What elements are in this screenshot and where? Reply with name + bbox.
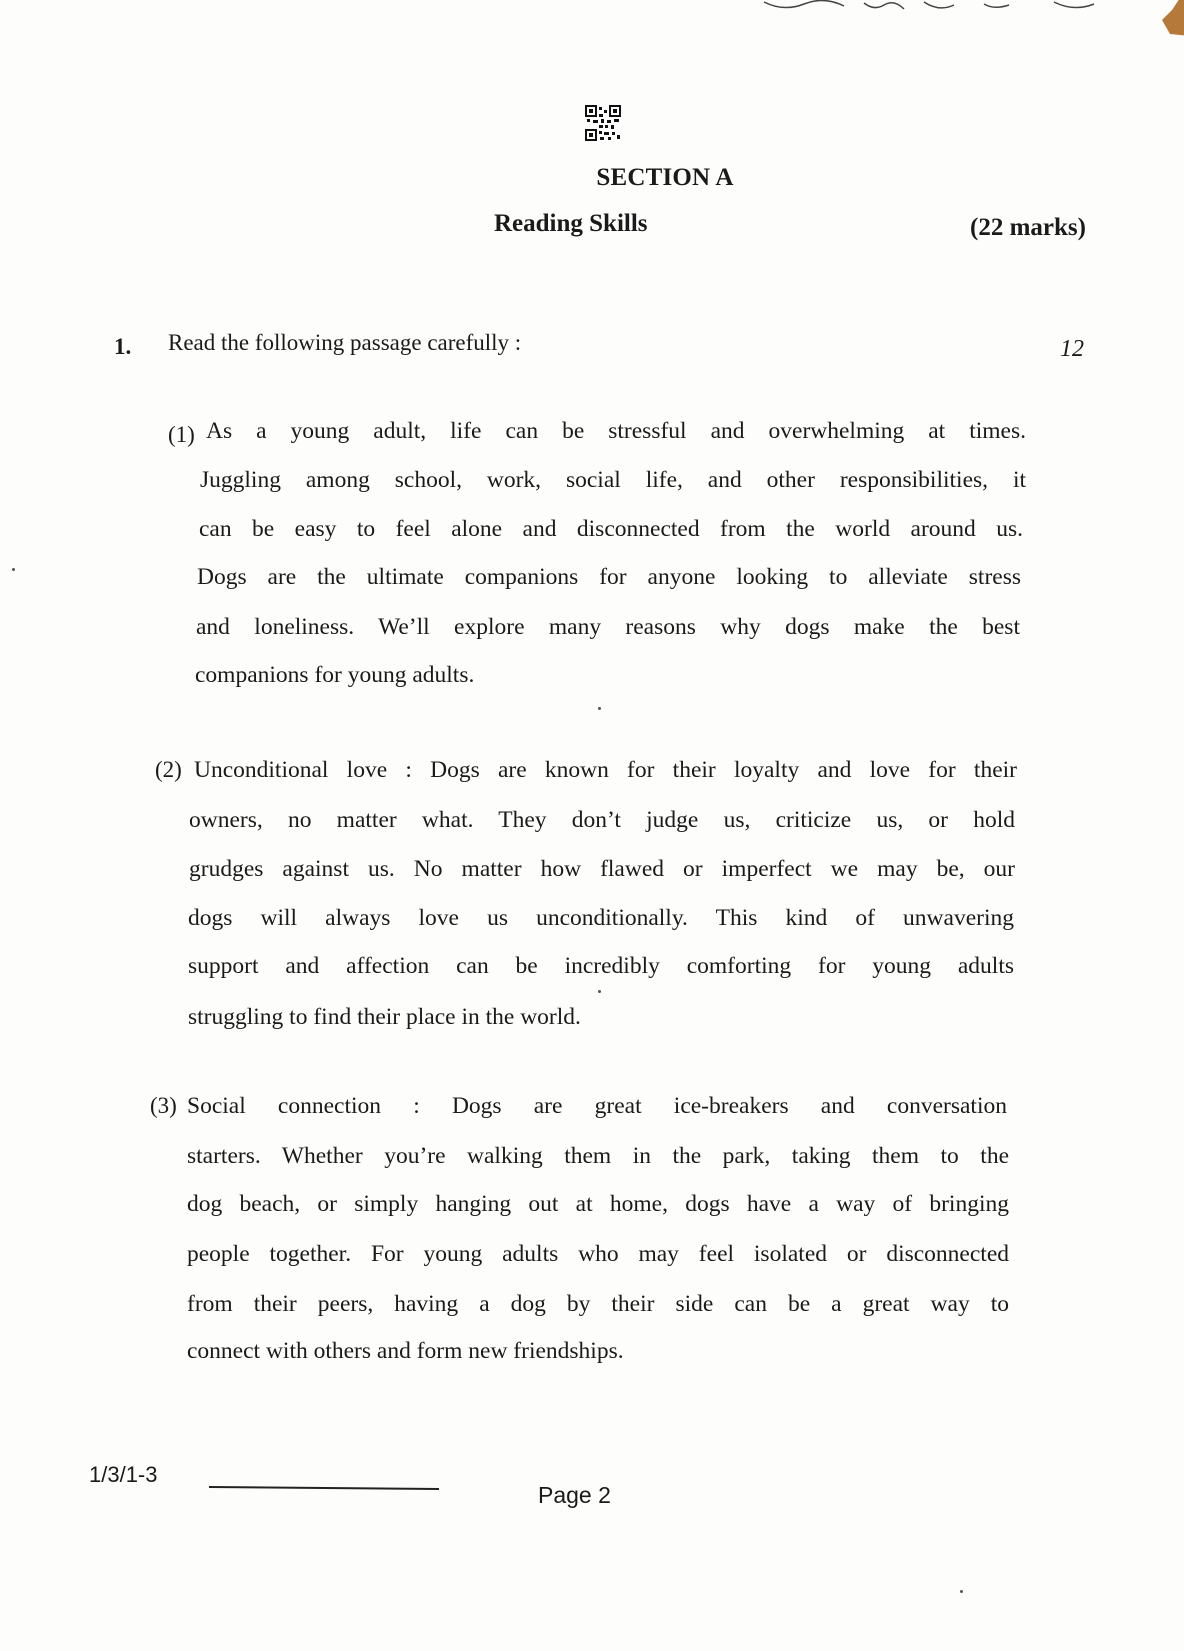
page-number: Page 2 — [538, 1482, 611, 1508]
passage-paragraph-2 — [155, 757, 1025, 1057]
scan-scribble — [754, 0, 1114, 14]
footer-divider — [209, 1486, 439, 1490]
passage-line: and loneliness. We’ll explore many reasons why dogs make the best — [196, 614, 1020, 640]
passage-line: dogs will always love us unconditionally. This kind of unwavering — [188, 905, 1014, 931]
qr-code-icon — [585, 105, 621, 141]
passage-line: starters. Whether you’re walking them in the park, taking them to the — [187, 1143, 1009, 1169]
paragraph-number: (3) — [150, 1093, 177, 1118]
section-title: SECTION A — [596, 164, 734, 191]
question-number: 1. — [114, 334, 132, 359]
question-instruction: Read the following passage carefully : — [168, 330, 522, 355]
scan-speck — [598, 990, 601, 993]
passage-line: support and affection can be incredibly comforting for young adults — [188, 953, 1014, 979]
passage-line: companions for young adults. — [195, 662, 475, 688]
passage-line: Social connection : Dogs are great ice-breakers and conversation — [187, 1093, 1007, 1119]
scan-speck — [12, 568, 15, 571]
passage-paragraph-3 — [150, 1093, 1030, 1393]
passage-line: from their peers, having a dog by their side can be a great way to — [187, 1291, 1009, 1317]
passage-line: people together. For young adults who may feel isolated or disconnected — [187, 1241, 1009, 1267]
paragraph-number: (2) — [155, 757, 182, 782]
passage-line: Unconditional love : Dogs are known for their loyalty and love for their — [194, 757, 1017, 783]
paragraph-number: (1) — [168, 422, 195, 447]
section-marks: (22 marks) — [970, 214, 1086, 241]
passage-line: connect with others and form new friendships. — [187, 1338, 624, 1364]
paper-code: 1/3/1-3 — [89, 1462, 158, 1487]
section-subtitle: Reading Skills — [494, 210, 648, 237]
passage-line: can be easy to feel alone and disconnected from the world around us. — [199, 516, 1023, 542]
question-marks: 12 — [1060, 336, 1084, 362]
passage-line: struggling to find their place in the world. — [188, 1004, 581, 1030]
passage-line: dog beach, or simply hanging out at home, dogs have a way of bringing — [187, 1191, 1009, 1217]
passage-line: As a young adult, life can be stressful and overwhelming at times. — [206, 418, 1026, 444]
corner-stain — [1150, 0, 1184, 36]
scan-speck — [960, 1590, 963, 1593]
passage-line: grudges against us. No matter how flawed or imperfect we may be, our — [189, 856, 1015, 882]
passage-paragraph-1 — [168, 418, 1028, 718]
scan-speck — [598, 707, 601, 710]
passage-line: owners, no matter what. They don’t judge us, criticize us, or hold — [189, 807, 1015, 833]
passage-line: Juggling among school, work, social life, and other responsibilities, it — [200, 467, 1026, 493]
passage-line: Dogs are the ultimate companions for anyone looking to alleviate stress — [197, 564, 1021, 590]
